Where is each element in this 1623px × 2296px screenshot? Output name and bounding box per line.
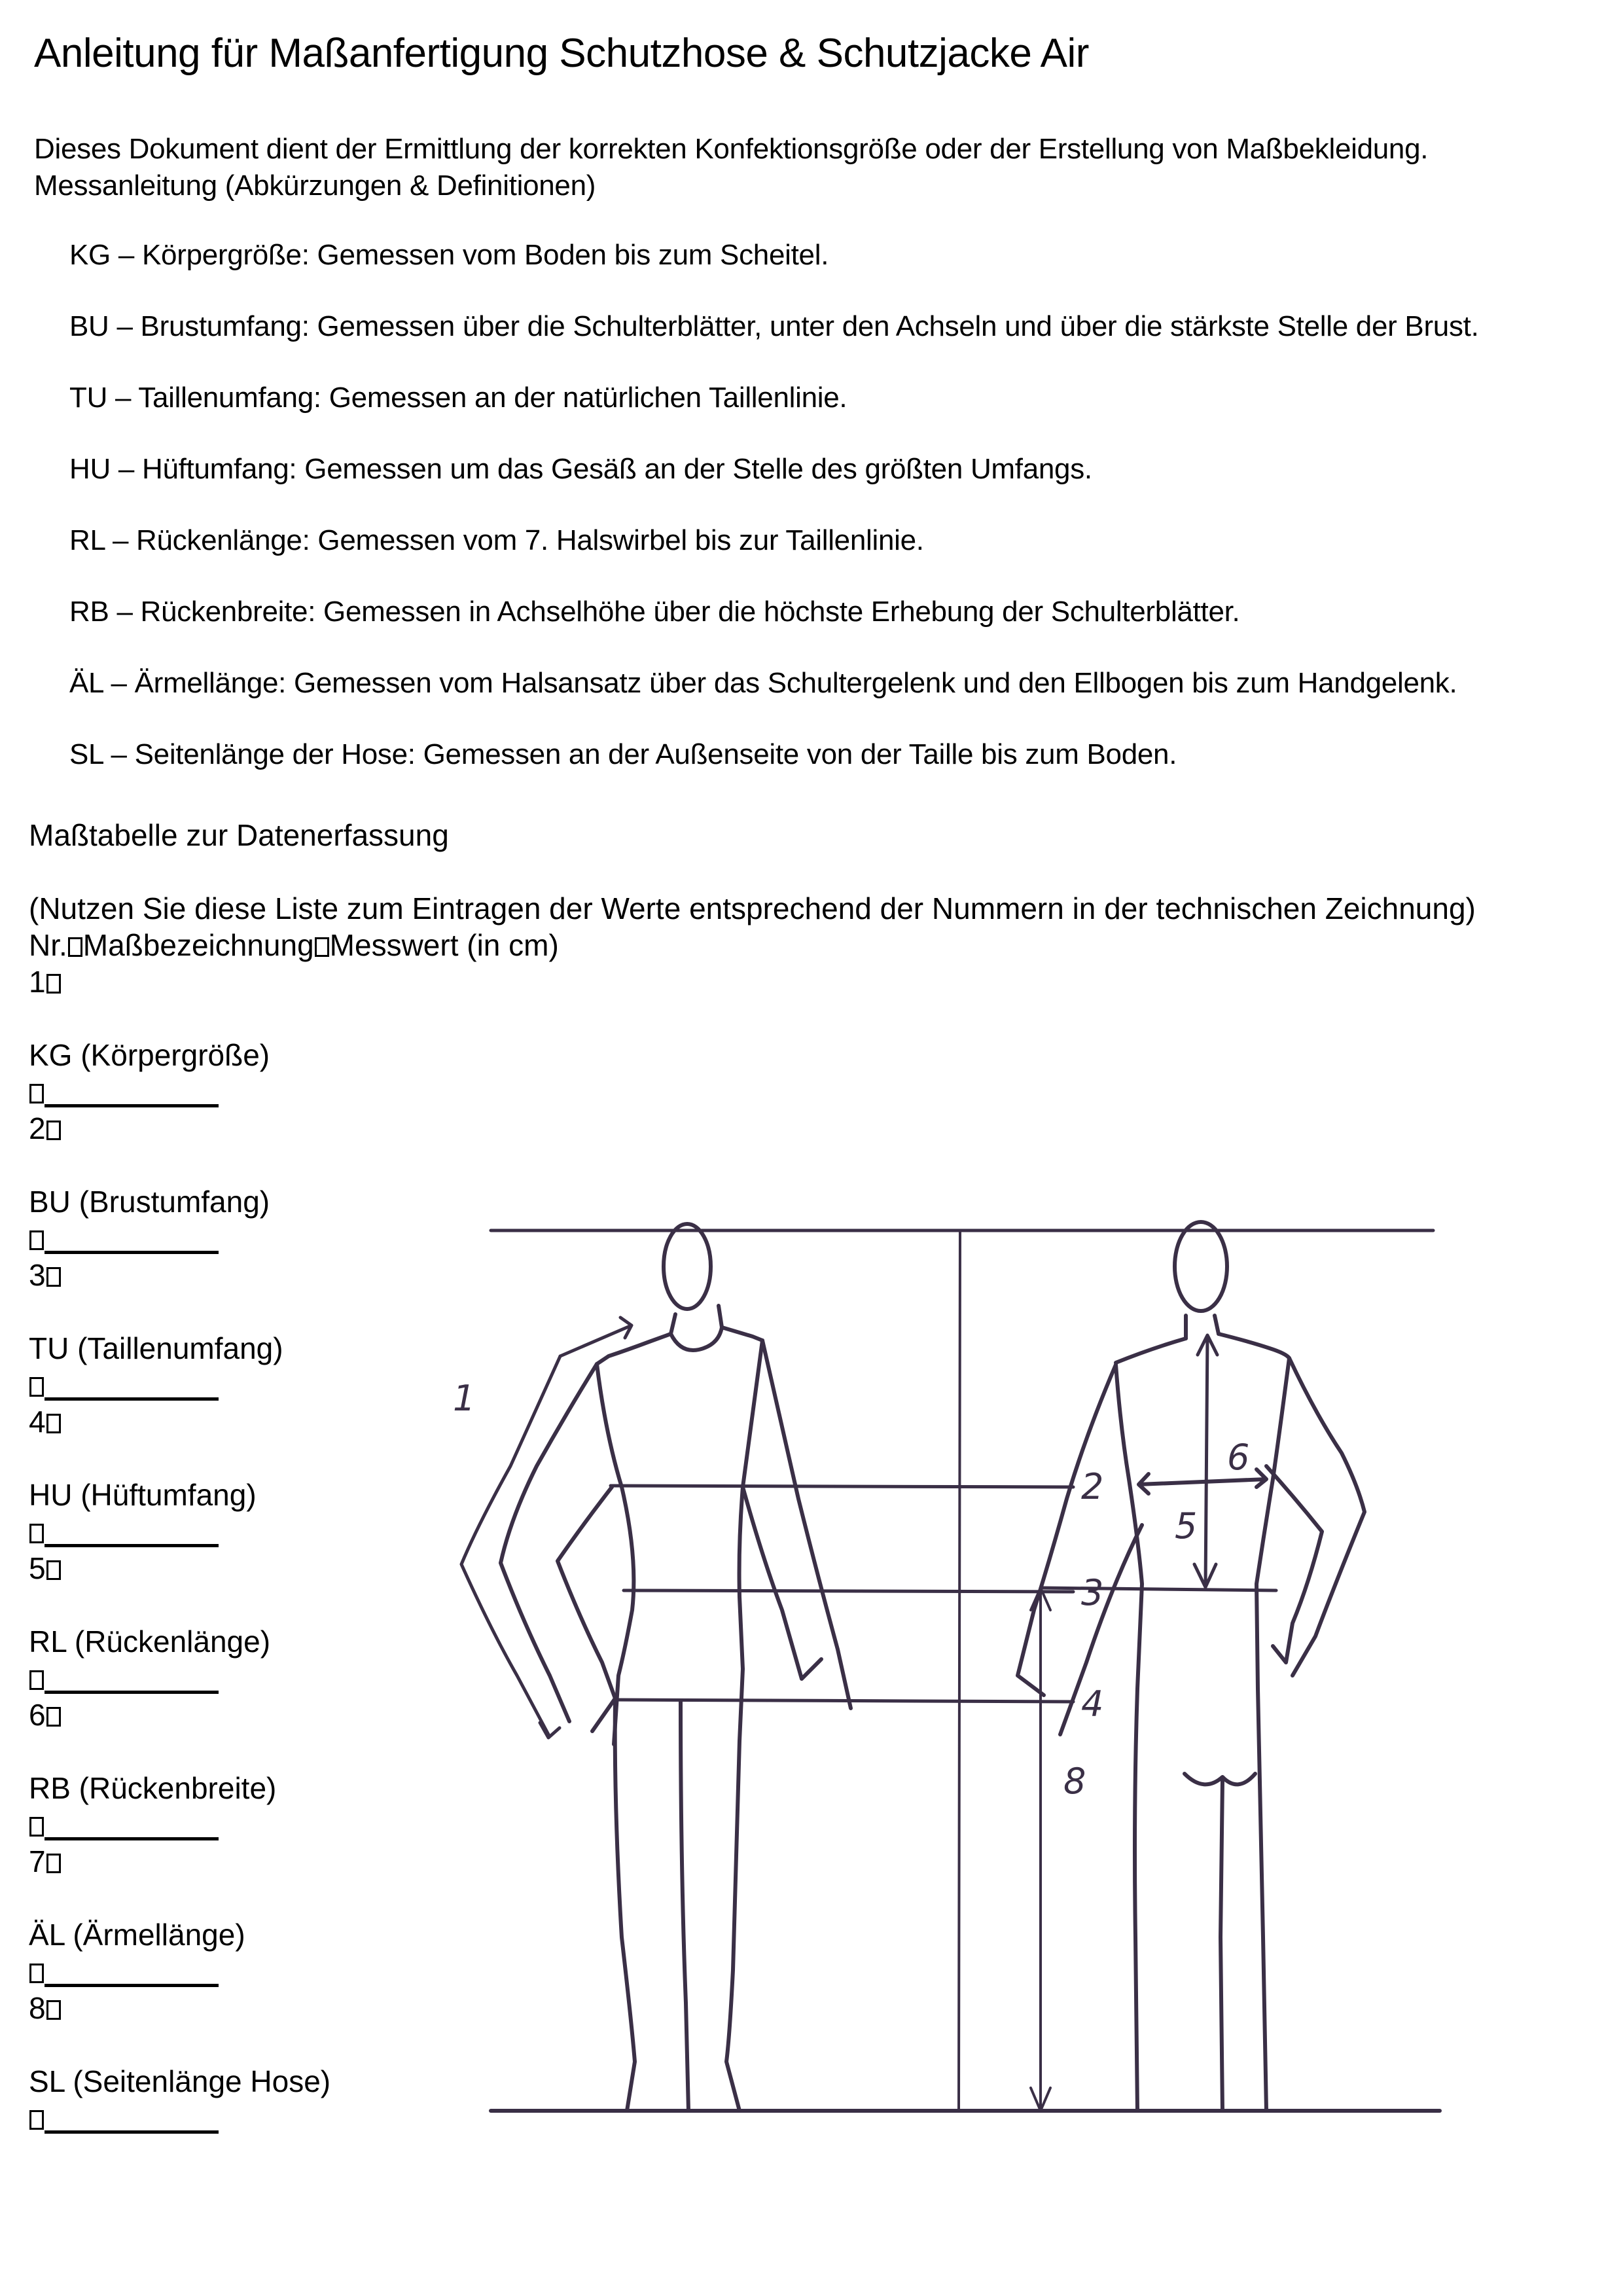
arm-measurement-line [461, 1356, 560, 1734]
measurement-value-field[interactable] [45, 1518, 219, 1547]
measurement-value-field[interactable] [45, 2104, 219, 2134]
back-buttock-curve [1185, 1774, 1255, 1784]
row-number: 4 [29, 1405, 46, 1439]
row-number: 6 [29, 1698, 46, 1732]
row-measurement-label: BU (Brustumfang) [29, 1185, 270, 1219]
definitions-list [69, 237, 1479, 808]
tab-glyph-box [46, 1854, 61, 1873]
tab-glyph-box [29, 1084, 44, 1103]
tab-glyph-box [68, 937, 82, 957]
row-measurement-label: HU (Hüftumfang) [29, 1478, 257, 1512]
arm-measurement-bottom-arrow [540, 1723, 560, 1738]
tab-glyph-box [29, 1670, 44, 1690]
back-arm-left-outer [1018, 1365, 1116, 1695]
column-header-label: Maßbezeichnung [82, 928, 314, 962]
tab-glyph-box [46, 1707, 61, 1727]
tab-glyph-box [29, 2110, 44, 2130]
table-heading: Maßtabelle zur Datenerfassung [29, 818, 449, 852]
front-arm-left-outer [501, 1364, 597, 1721]
center-divider-line [959, 1230, 960, 2111]
front-leg-outer-right [726, 1669, 743, 2111]
definition-tu: TU – Taillenumfang: Gemessen an der natürlichen Taillenlinie. [69, 382, 847, 414]
label-side-length: 8 [1063, 1761, 1086, 1802]
table-row-number [29, 963, 1476, 1000]
front-arm-right-inner [743, 1487, 821, 1679]
back-arm-right-outer [1289, 1358, 1364, 1676]
tab-glyph-box [29, 1377, 44, 1397]
definition-al: ÄL – Ärmellänge: Gemessen vom Halsansatz über das Schultergelenk und den Ellbogen bis zum Handgelenk. [69, 667, 1457, 699]
tab-glyph-box [315, 937, 329, 957]
back-waist-line [1041, 1588, 1276, 1590]
body-measurement-figure [406, 1217, 1571, 2134]
back-length-arrow [1194, 1335, 1217, 1587]
row-measurement-label: ÄL (Ärmellänge) [29, 1918, 245, 1952]
back-torso-left [1116, 1365, 1142, 2111]
front-waist-line [624, 1590, 1073, 1592]
tab-glyph-box [46, 974, 61, 994]
label-chest: 2 [1081, 1466, 1104, 1507]
definition-rb: RB – Rückenbreite: Gemessen in Achselhöhe über die höchste Erhebung der Schulterblätter. [69, 596, 1240, 628]
table-row-number [29, 1110, 1476, 1147]
front-head [664, 1224, 711, 1309]
table-header-row [29, 927, 1476, 963]
row-measurement-label: KG (Körpergröße) [29, 1038, 270, 1072]
tab-glyph-box [46, 1267, 61, 1287]
label-waist: 3 [1081, 1572, 1104, 1613]
row-number: 2 [29, 1111, 46, 1145]
definition-bu: BU – Brustumfang: Gemessen über die Schulterblätter, unter den Achseln und über die stärkste Stelle der Brust. [69, 310, 1479, 342]
definition-sl: SL – Seitenlänge der Hose: Gemessen an der Außenseite von der Taille bis zum Boden. [69, 738, 1177, 770]
row-number: 5 [29, 1551, 46, 1585]
definition-hu: HU – Hüftumfang: Gemessen um das Gesäß an der Stelle des größten Umfangs. [69, 453, 1092, 485]
row-number: 1 [29, 965, 46, 999]
front-torso-left [597, 1364, 633, 1744]
back-head [1175, 1222, 1227, 1311]
definitions-heading: Messanleitung (Abkürzungen & Definitionen) [34, 170, 596, 202]
tab-glyph-box [29, 1230, 44, 1250]
definition-rl: RL – Rückenlänge: Gemessen vom 7. Halswirbel bis zur Taillenlinie. [69, 524, 924, 556]
tab-glyph-box [46, 1121, 61, 1140]
measurement-value-field[interactable] [45, 1664, 219, 1694]
front-torso-right [740, 1340, 762, 1669]
front-shoulder-left [597, 1334, 671, 1364]
tab-glyph-box [29, 1524, 44, 1543]
row-measurement-label: TU (Taillenumfang) [29, 1331, 283, 1365]
front-arm-left-inner [558, 1487, 615, 1731]
column-header-nr: Nr. [29, 928, 67, 962]
front-arm-right-outer [762, 1340, 851, 1708]
label-back-width: 6 [1227, 1437, 1250, 1478]
tab-glyph-box [46, 1560, 61, 1580]
front-hip-line [614, 1700, 1073, 1702]
back-neck [1186, 1316, 1219, 1338]
front-chest-line [611, 1486, 1073, 1487]
back-leg-inner [1221, 1780, 1222, 2111]
row-measurement-label: SL (Seitenlänge Hose) [29, 2064, 331, 2098]
back-arm-right-inner [1266, 1466, 1322, 1662]
label-back-length: 5 [1175, 1505, 1198, 1547]
side-length-arrow [1031, 1588, 1050, 2111]
tab-glyph-box [29, 1817, 44, 1837]
tab-glyph-box [46, 1414, 61, 1433]
document-title: Anleitung für Maßanfertigung Schutzhose & Schutzjacke Air [34, 31, 1089, 76]
tab-glyph-box [29, 1964, 44, 1983]
front-shoulder-right [722, 1327, 762, 1340]
measurement-value-field[interactable] [45, 1958, 219, 1987]
technical-drawing [406, 1217, 1571, 2134]
table-instruction: (Nutzen Sie diese Liste zum Eintragen der Werte entsprechend der Nummern in der technischen Zeichnung) [29, 891, 1476, 925]
row-number: 8 [29, 1991, 46, 2025]
row-number: 3 [29, 1258, 46, 1292]
front-leg-inner [681, 1702, 688, 2111]
measurement-value-field[interactable] [45, 1811, 219, 1840]
label-arm-length: 1 [453, 1378, 476, 1419]
row-number: 7 [29, 1844, 46, 1878]
front-leg-outer-left [615, 1702, 635, 2111]
row-measurement-label: RB (Rückenbreite) [29, 1771, 277, 1805]
table-row [29, 1073, 1476, 1110]
intro-text: Dieses Dokument dient der Ermittlung der korrekten Konfektionsgröße oder der Erstellung von Maßbekleidung. [34, 133, 1429, 165]
front-neck [671, 1306, 722, 1350]
row-measurement-label: RL (Rückenlänge) [29, 1624, 271, 1659]
label-hip: 4 [1081, 1683, 1104, 1725]
definition-kg: KG – Körpergröße: Gemessen vom Boden bis zum Scheitel. [69, 239, 829, 271]
tab-glyph-box [46, 2000, 61, 2020]
intro-section [34, 131, 1428, 204]
measurement-value-field[interactable] [45, 1078, 219, 1107]
measurement-value-field[interactable] [45, 1225, 219, 1254]
measurement-value-field[interactable] [45, 1371, 219, 1401]
column-header-value: Messwert (in cm) [329, 928, 559, 962]
